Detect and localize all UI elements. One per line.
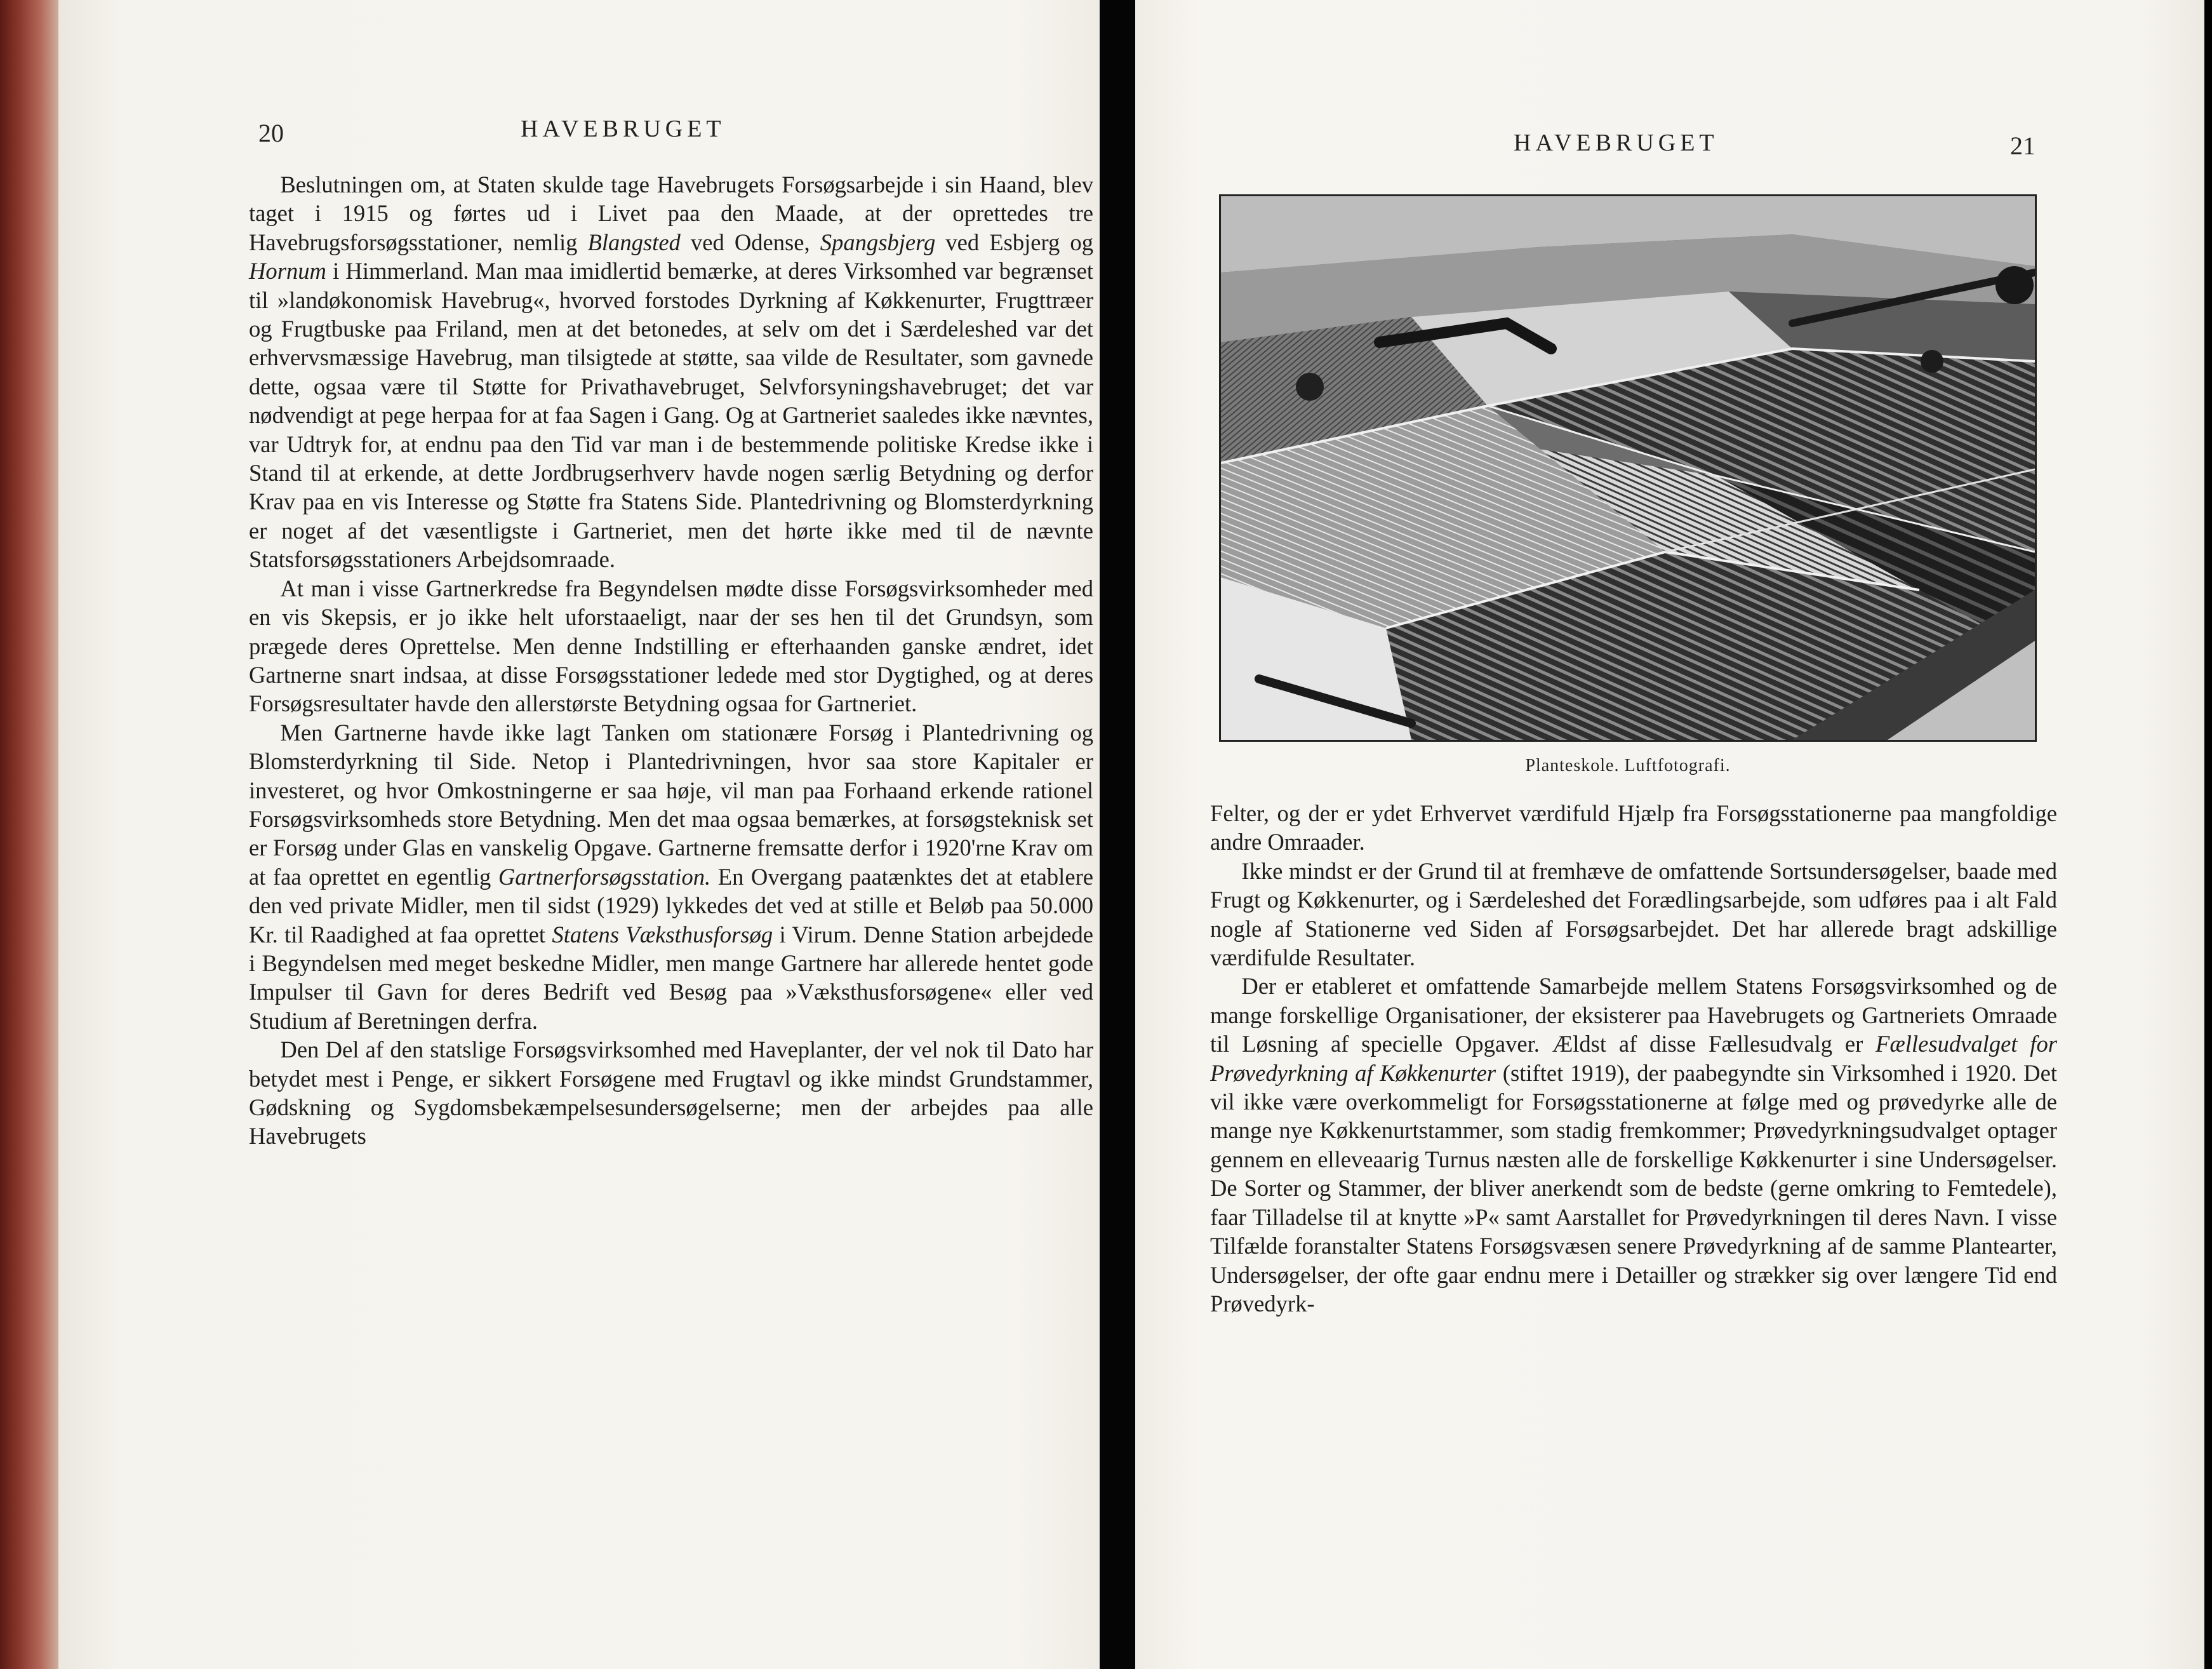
italic-text: Gartnerforsøgsstation. <box>498 863 711 890</box>
book-binding-edge <box>0 0 58 1669</box>
italic-text: Fællesudvalget for Prøvedyrkning af Køkkenurter <box>1210 1031 2057 1086</box>
text-run: Der er etableret et omfattende Samarbejde mellem Statens Forsøgsvirksomhed og de mange forskellige Organisationer, der eksisterer paa Havebrugets og Gartneriets Omraade til Løsning af specielle Opgaver. Ældst af disse Fællesudvalg er <box>1210 973 2057 1057</box>
book-gutter <box>1100 0 1135 1669</box>
italic-text: Hornum <box>249 258 326 285</box>
running-head-left: HAVEBRUGET <box>521 116 726 142</box>
body-paragraph <box>249 718 1093 1035</box>
left-page <box>58 0 1100 1669</box>
text-run: Ikke mindst er der Grund til at fremhæve de omfattende Sortsundersøgelser, baade med Frugt og Køkkenurter, og i Særdeleshed det Forædlingsarbejde, som udføres paa i alt Fald nogle af Stationerne ved Siden af Forsøgsarbejdet. Det har allerede bragt adskillige værdifulde Resultater. <box>1210 857 2057 971</box>
body-paragraph <box>249 1035 1093 1151</box>
aerial-photograph <box>1219 194 2037 742</box>
italic-text: Spangsbjerg <box>820 229 936 255</box>
italic-text: Statens Væksthusforsøg <box>552 921 773 948</box>
page-number-left: 20 <box>258 119 284 147</box>
body-paragraph <box>1210 857 2057 972</box>
text-run: Den Del af den statslige Forsøgsvirksomhed med Haveplanter, der vel nok til Dato har betydet mest i Penge, er sikkert Forsøgene med Frugtavl og ikke mindst Grundstammer, Gødskning og Sygdomsbekæmpelsesundersøgelserne; men der arbejdes paa alle Havebrugets <box>249 1036 1093 1150</box>
text-run: Beslutningen om, at Staten skulde tage Havebrugets Forsøgsarbejde i sin Haand, blev taget i 1915 og førtes ud i Livet paa den Maade, at der oprettedes tre Havebrugsforsøgsstationer, nemlig <box>249 171 1093 255</box>
body-paragraph <box>1210 799 2057 857</box>
running-head-right: HAVEBRUGET <box>1514 130 1719 156</box>
text-run: ved Esbjerg og <box>935 229 1094 255</box>
text-run: At man i visse Gartnerkredse fra Begyndelsen mødte disse Forsøgsvirksomheder med en vis Skepsis, er jo ikke helt uforstaaeligt, naar der ses hen til det Grundsyn, som prægede deres Oprettelse. Men denne Indstilling er efterhaanden ganske ændret, idet Gartnerne snart indsaa, at disse Forsøgsstationer ledede med stor Dygtighed, og at deres Forsøgsresultater havde den allerstørste Betydning ogsaa for Gartneriet. <box>249 575 1093 717</box>
text-run: (stiftet 1919), der paabegyndte sin Virksomhed i 1920. Det vil ikke være overkommeligt for Forsøgsstationerne at følge med og prøvedyrke alle de mange nye Køkkenurtstammer, som stadig fremkommer; Prøvedyrkningsudvalget optager gennem en elleveaarig Turnus næsten alle de forskellige Køkkenurter i sine Undersøgelser. De Sorter og Stammer, der bliver anerkendt som de bedste (gerne omkring to Femtedele), faar Tilladelse til at knytte »P« samt Aarstallet for Prøvedyrkningen til deres Navn. I visse Tilfælde foranstalter Statens Forsøgsvæsen senere Prøvedyrkning af de samme Plantearter, Undersøgelser, der ofte gaar endnu mere i Detailler og strækker sig over længere Tid end Prøvedyrk- <box>1210 1059 2057 1317</box>
body-paragraph <box>1210 972 2057 1318</box>
body-paragraph <box>249 574 1093 718</box>
text-run: i Himmerland. Man maa imidlertid bemærke, at deres Virksomhed var begrænset til »landøkonomisk Havebrug«, hvorved forstodes Dyrkning af Køkkenurter, Frugttræer og Frugtbuske paa Friland, men at det betonedes, at selv om det i Særdeleshed var det erhvervsmæssige Havebrug, man tilsigtede at støtte, saa vilde de Resultater, som gavnede dette, ogsaa være til Støtte for Privathavebruget, Selvforsyningshavebruget; det var nødvendigt at pege herpaa for at faa Sagen i Gang. Og at Gartneriet saaledes ikke nævntes, var Udtryk for, at endnu paa den Tid var man i de bestemmende politiske Kredse ikke i Stand til at erkende, at dette Jordbrugserhverv havde nogen særlig Betydning og derfor Krav paa en vis Interesse og Støtte fra Statens Side. Plantedrivning og Blomsterdyrkning er noget af det væsentligste i Gartneriet, men det hørte ikke med til de nævnte Statsforsøgsstationers Arbejdsomraade. <box>249 258 1093 573</box>
italic-text: Blangsted <box>587 229 681 255</box>
text-run: ved Odense, <box>680 229 820 255</box>
right-body-text <box>1210 799 2057 1318</box>
page-number-right: 21 <box>2010 131 2035 160</box>
body-paragraph <box>249 170 1093 574</box>
right-page <box>1135 0 2204 1669</box>
aerial-field-photo <box>1221 196 2035 740</box>
text-run: En Overgang paatænktes det at etablere den ved private Midler, men til sidst (1929) lykkedes det ved at stille et Beløb paa 50.000 Kr. til Raadighed at faa oprettet <box>249 863 1093 948</box>
text-run: Felter, og der er ydet Erhvervet værdifuld Hjælp fra Forsøgsstationerne paa mangfoldige andre Omraader. <box>1210 800 2057 855</box>
figure-caption: Planteskole. Luftfotografi. <box>1525 756 1731 775</box>
text-run: Men Gartnerne havde ikke lagt Tanken om stationære Forsøg i Plantedrivning og Blomsterdyrkning til Side. Netop i Plantedrivningen, hvor saa store Kapitaler er investeret, og hvor Omkostningerne er saa høje, vil man paa Forhaand erkende rationel Forsøgsvirksomheds store Betydning. Men det maa ogsaa bemærkes, at forsøgsteknisk set er Forsøg under Glas en vanskelig Opgave. Gartnerne fremsatte derfor i 1920'rne Krav om at faa oprettet en egentlig <box>249 719 1093 890</box>
left-body-text <box>249 170 1093 1151</box>
text-run: i Virum. Denne Station arbejdede i Begyndelsen med meget beskedne Midler, men mange Gartnere har allerede hentet gode Impulser til Gavn for deres Bedrift ved Besøg paa »Væksthusforsøgene« eller ved Studium af Beretningen derfra. <box>249 921 1093 1034</box>
